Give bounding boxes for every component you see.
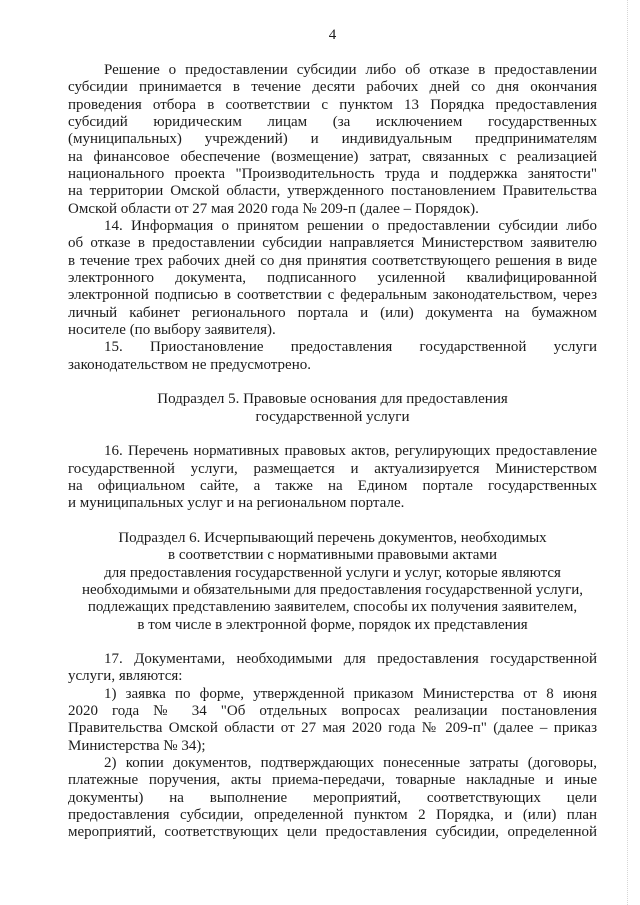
page-number: 4 <box>328 27 337 43</box>
subsection-5-heading <box>68 391 597 426</box>
blank-line <box>68 426 597 443</box>
text-line: и муниципальных услуг и на региональном портале. <box>68 495 405 512</box>
text-line: государственной услуги, размещается и актуализируется Министерством <box>68 460 597 477</box>
blank-line <box>68 513 597 530</box>
text-line: проведения отбора в соответствии с пунктом 13 Порядка предоставления <box>68 96 597 113</box>
heading-line: необходимыми и обязательными для предоставления государственной услуги, <box>81 581 584 598</box>
text-line: Министерства № 34); <box>68 737 206 754</box>
paragraph-item-17 <box>68 651 597 686</box>
text-line: об отказе в предоставлении субсидии направляется Министерством заявителю <box>68 235 597 252</box>
text-line: платежные поручения, акты приема-передачи, товарные накладные и иные <box>68 772 597 789</box>
list-item-17-1 <box>68 686 597 755</box>
text-line: Решение о предоставлении субсидии либо об отказе в предоставлении <box>104 62 597 78</box>
text-line: субсидии принимается в течение десяти рабочих дней со дня окончания <box>68 79 597 96</box>
text-line: 16. Перечень нормативных правовых актов, регулирующих предоставление <box>104 443 597 460</box>
text-line: 1) заявка по форме, утвержденной приказом Министерства от 8 июня <box>104 685 597 702</box>
text-line: на территории Омской области, утвержденного постановлением Правительства <box>68 183 597 200</box>
text-line: документы) на выполнение мероприятий, соответствующих цели <box>68 789 597 806</box>
heading-line: в том числе в электронной форме, порядок их представления <box>137 616 528 633</box>
text-line: национального проекта "Производительность труда и поддержка занятости" <box>68 165 597 182</box>
list-item-17-2 <box>68 755 597 842</box>
text-line: в течение трех рабочих дней со дня принятия соответствующего решения в виде <box>68 252 597 269</box>
heading-line: в соответствии с нормативными правовыми актами <box>167 547 497 564</box>
heading-line: Подраздел 5. Правовые основания для предоставления <box>157 391 508 408</box>
paragraph-item-16 <box>68 443 597 512</box>
text-line: (муниципальных) учреждений) и индивидуальным предпринимателям <box>68 131 597 148</box>
document-body <box>68 62 597 842</box>
heading-line: государственной услуги <box>255 408 410 425</box>
text-line: 15. Приостановление предоставления государственной услуги <box>104 339 597 356</box>
heading-line: подлежащих представлению заявителем, способы их получения заявителем, <box>87 599 578 616</box>
text-line: на официальном сайте, а также на Едином портале государственных <box>68 477 597 494</box>
text-line: 17. Документами, необходимыми для предоставления государственной <box>104 651 597 668</box>
text-line: на финансовое обеспечение (возмещение) затрат, связанных с реализацией <box>68 148 597 165</box>
text-line: законодательством не предусмотрено. <box>68 356 311 373</box>
text-line: предоставления субсидии, определенной пунктом 2 Порядка, и (или) план <box>68 807 597 824</box>
paragraph-item-15 <box>68 339 597 374</box>
paragraph-item-14 <box>68 218 597 339</box>
text-line: носителе (по выбору заявителя). <box>68 321 276 338</box>
text-line: услуги, являются: <box>68 668 183 685</box>
heading-line: для предоставления государственной услуги и услуг, которые являются <box>104 564 561 581</box>
text-line: личный кабинет регионального портала и (или) документа на бумажном <box>68 304 597 321</box>
paragraph-subsidy-decision <box>68 62 597 218</box>
text-line: Правительства Омской области от 27 мая 2020 года № 209-п" (далее – приказ <box>68 720 597 737</box>
text-line: субсидий юридическим лицам (за исключением государственных <box>68 113 597 130</box>
scan-edge-line <box>627 0 628 905</box>
blank-line <box>68 374 597 391</box>
text-line: электронного документа, подписанного усиленной квалифицированной <box>68 269 597 286</box>
text-line: 2020 года № 34 "Об отдельных вопросах реализации постановления <box>68 703 597 720</box>
text-line: 2) копии документов, подтверждающих понесенные затраты (договоры, <box>104 755 597 772</box>
heading-line: Подраздел 6. Исчерпывающий перечень документов, необходимых <box>118 529 547 546</box>
text-line: мероприятий, соответствующих цели предоставления субсидии, определенной <box>68 824 597 841</box>
text-line: электронной подписью в соответствии с федеральным законодательством, через <box>68 287 597 304</box>
text-line: Омской области от 27 мая 2020 года № 209-п (далее – Порядок). <box>68 200 479 217</box>
text-line: 14. Информация о принятом решении о предоставлении субсидии либо <box>104 217 597 234</box>
blank-line <box>68 634 597 651</box>
subsection-6-heading <box>68 530 597 634</box>
